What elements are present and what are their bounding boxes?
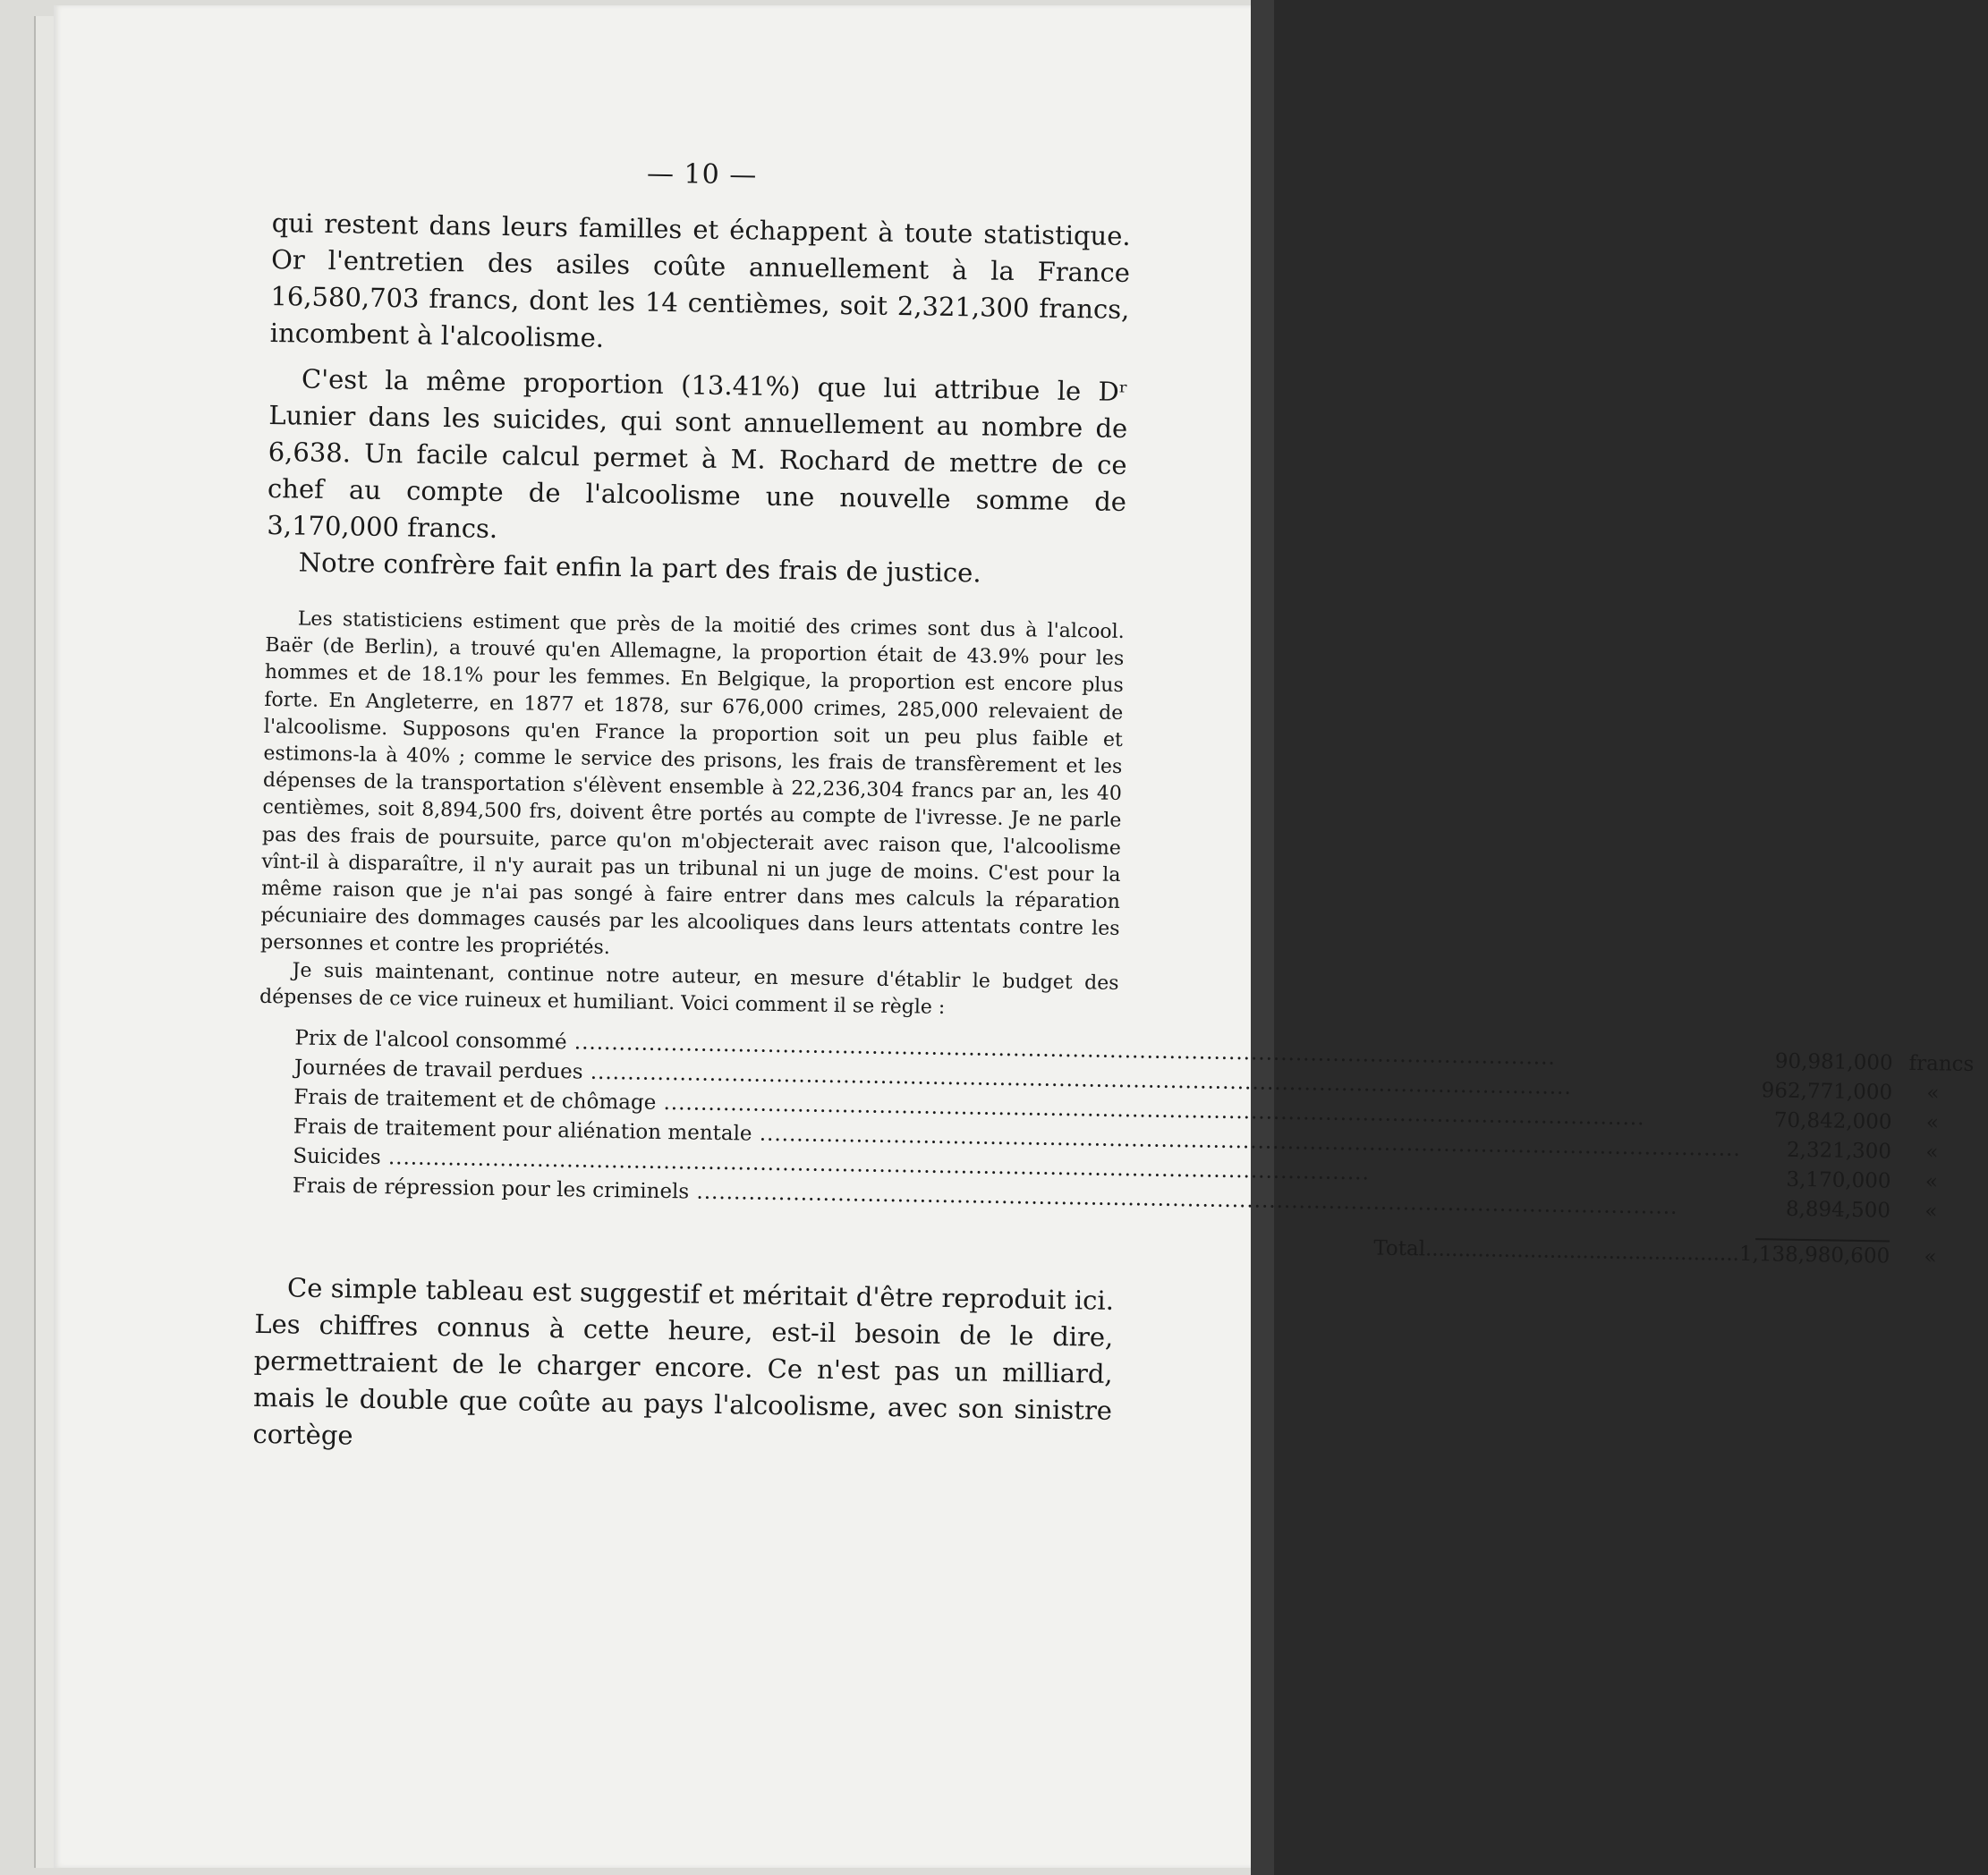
budget-amount: 70,842,000 [1773, 1108, 1892, 1134]
total-label: Total ..... [292, 1217, 1739, 1269]
paragraph-justice: Notre confrère fait enfin la part des frais de justice. [298, 547, 981, 589]
paragraph-crimes: Les statisticiens estiment que près de la moitié des crimes sont dus à l'alcool. Baër (de Berlin), a trouvé qu'en Allemagne, la proportion était de 43.9% pour les hommes et de 18.1% pour les femmes. En Belgique, la proportion est encore plus forte. En Angleterre, en 1877 et 1878, sur 676,000 crimes, 285,000 relevaient de l'alcoolisme. Supposons qu'en France la proportion soit un peu plus faible et estimons-la à 40% ; comme le service des prisons, les frais de transfèrement et les dépenses de la transportation s'élèvent ensemble à 22,236,304 francs par an, les 40 centièmes, soit 8,894,500 frs, doivent être portés au compte de l'ivresse. Je ne parle pas des frais de poursuite, parce qu'on m'objecterait avec raison que, l'alcoolisme vînt-il à disparaître, il n'y aurait pas un tribunal ni un juge de moins. C'est pour la même raison que je n'ai pas songé à faire entrer dans mes calculs la réparation pécuniaire des dommages causés par les alcooliques dans leurs attentats contre les personnes et contre les propriétés. [259, 607, 1125, 960]
total-unit: « [1924, 1245, 1937, 1269]
budget-label: Frais de traitement pour aliénation mentale ..... [293, 1113, 1741, 1165]
budget-label: Suicides ..... [293, 1142, 1740, 1194]
paragraph-asiles: qui restent dans leurs familles et échappent à toute statistique. Or l'entretien des asiles coûte annuellement à la France 16,580,703 francs, dont les 14 centièmes, soit 2,321,300 francs, incombent à l'alcoolisme. [269, 207, 1131, 353]
budget-table [292, 1024, 1975, 1273]
page-number: — 10 — [646, 157, 758, 191]
paragraph-closing: Ce simple tableau est suggestif et méritait d'être reproduit ici. Les chiffres connus à cette heure, est-il besoin de le dire, permettraient de le charger encore. Ce n'est pas un milliard, mais le double que coûte au pays l'alcoolisme, avec son sinistre cortège [252, 1272, 1115, 1451]
paragraph-budget-intro: Je suis maintenant, continue notre auteur, en mesure d'établir le budget des dépenses de ce vice ruineux et humiliant. Voici comment il se règle : [259, 959, 1119, 1019]
budget-amount: 90,981,000 [1774, 1049, 1893, 1075]
paragraph-suicides: C'est la même proportion (13.41%) que lui attribue le Dʳ Lunier dans les suicides, qui sont annuellement au nombre de 6,638. Un facile calcul permet à M. Rochard de mettre de ce chef au compte de l'alcoolisme une nouvelle somme de 3,170,000 francs. [267, 363, 1129, 544]
budget-label: Frais de traitement et de chômage ..... [293, 1083, 1741, 1135]
budget-unit: « [1924, 1200, 1938, 1224]
quoted-passage [259, 606, 1125, 1024]
budget-unit: « [1926, 1082, 1940, 1106]
budget-unit: « [1925, 1111, 1940, 1135]
budget-amount: 3,170,000 [1786, 1167, 1891, 1193]
budget-unit: francs [1908, 1051, 1975, 1077]
budget-amount: 8,894,500 [1785, 1197, 1891, 1223]
budget-amount: 2,321,300 [1786, 1138, 1892, 1164]
budget-unit: « [1925, 1141, 1939, 1165]
budget-label: Prix de l'alcool consommé ..... [294, 1024, 1742, 1076]
budget-amount: 962,771,000 [1761, 1079, 1893, 1105]
total-amount: 1,138,980,600 [1738, 1242, 1890, 1268]
page-text [252, 152, 1975, 1466]
scan-edge [1251, 0, 1274, 1875]
budget-label: Frais de répression pour les criminels ..... [293, 1172, 1740, 1224]
budget-unit: « [1924, 1170, 1939, 1194]
budget-label: Journées de travail perdues ..... [294, 1054, 1742, 1106]
